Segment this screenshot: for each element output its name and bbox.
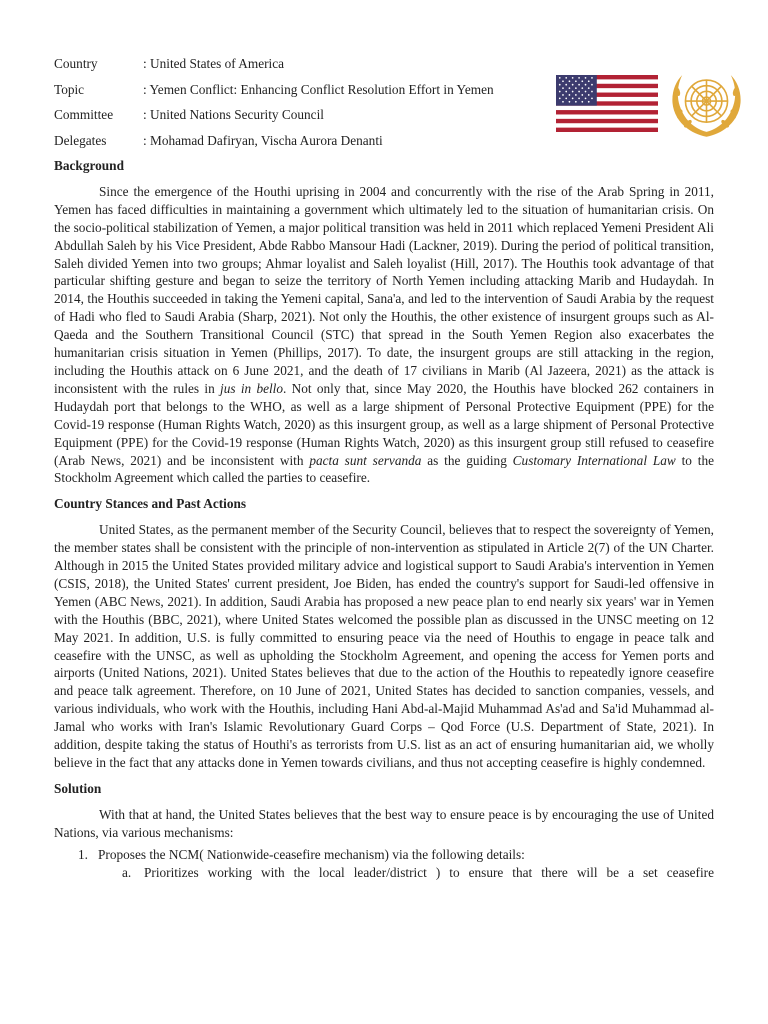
text-run: Since the emergence of the Houthi uprising in 2004 and concurrently with the rise of the Arab Spring in 2011, Yemen has faced difficulties in maintaining a government which ultimately led to the situation of humanitarian crisis. On the socio-political stabilization of Yemen, a major political transition was held in 2011 which replaced Yemeni President Ali Abdullah Saleh by his Vice President, Abde Rabbo Mansour Hadi (Lackner, 2019). During the period of political transition, Saleh divided Yemen into two groups; Ahmar loyalist and Saleh loyalist (Hill, 2017). The Houthis took advantage of that particular shifting gesture and began to seize the territory of North Yemen including attacking Marib and Hudaydah. In 2014, the Houthis succeeded in taking the Yemeni capital, Sana'a, and led to the intervention of Saudi Arabia by the request of Hadi who fled to Saudi Arabia (Sharp, 2021). Not only the Houthis, the other existence of insurgent groups such as Al-Qaeda and the Southern Transitional Council (STC) that spread in the South Yemen Region also exacerbates the humanitarian crisis situation in Yemen (Phillips, 2017). To date, the insurgent groups are still attacking in the region, including the Houthis attack on 6 June 2021, and the death of 17 civilians in Marib (Al Jazeera, 2021) as the attack is inconsistent with the rules in: [54, 183, 714, 396]
stances-heading: Country Stances and Past Actions: [54, 496, 247, 512]
sublist-letter: a.: [122, 864, 132, 880]
us-flag-icon: [556, 75, 658, 132]
meta-row-delegates: [54, 132, 554, 158]
meta-value: : Yemen Conflict: Enhancing Conflict Resolution Effort in Yemen: [143, 81, 494, 97]
stances-paragraph: United States, as the permanent member of the Security Council, believes that to respect the sovereignty of Yemen, the member states shall be consistent with the principle of non-intervention as stipulated in Article 2(7) of the UN Charter. Although in 2015 the United States provided military advice and logistical support to Saudi Arabia's intervention in Yemen (CSIS, 2018), the United States' current president, Joe Biden, has ended the country's support for Saudi-led offensive in Yemen (ABC News, 2021). In addition, Saudi Arabia has proposed a new peace plan to end nearly six years' war in Yemen with the Houthis (BBC, 2021), where United States welcomed the possible plan as discussed in the UNSC meeting on 12 May 2021. In addition, U.S. is fully committed to ensuring peace via the need of Houthis to engage in peace talk and ceasefire with the UNSC, as well as upholding the Stockholm Agreement, and opening the access for Yemen ports and airports (United Nations, 2021). United States believes that due to the action of the Houthis to repeatedly ignore ceasefire and peace talk agreement. Therefore, on 10 June of 2021, United States has decided to sanction companies, vessels, and various individuals, who work with the Houthis, including Hani Abd-al-Majid Muhammad As'ad and Sa'id Muhammad al-Jamal who works with Iran's Islamic Revolutionary Guard Corps – Qod Force (U.S. Department of State, 2021). In addition, despite taking the status of Houthi's as terrorists from U.S. list as an act of ensuring humanitarian aid, we wholly believe in the fact that any attacks done in Yemen towards civilians, and thus not accepting ceasefire is highly condemned.: [54, 522, 714, 770]
meta-label: Country: [54, 56, 98, 71]
meta-row-topic: [54, 81, 554, 107]
background-paragraph: [54, 183, 714, 487]
solution-list: [54, 846, 714, 864]
list-item: [54, 846, 714, 864]
sublist-item-text: Prioritizes working with the local leader/district ) to ensure that there will be a set ceasefire: [144, 864, 714, 880]
meta-label: Committee: [54, 107, 114, 122]
solution-sublist: [54, 864, 714, 882]
italic-term: jus in bello: [220, 380, 284, 396]
un-emblem-icon: [666, 67, 747, 140]
meta-row-country: [54, 55, 554, 81]
list-item-text: Proposes the NCM( Nationwide-ceasefire mechanism) via the following details:: [98, 846, 525, 862]
document-body: [54, 157, 714, 881]
metadata-block: [54, 55, 554, 157]
meta-label: Delegates: [54, 132, 107, 148]
meta-value: : Mohamad Dafiryan, Vischa Aurora Denanti: [143, 132, 383, 148]
meta-value: : United Nations Security Council: [143, 107, 324, 122]
background-heading: Background: [54, 158, 124, 173]
solution-heading: Solution: [54, 780, 102, 796]
meta-row-committee: [54, 106, 554, 132]
text-run: to the Stockholm Agreement which called the parties to ceasefire.: [54, 452, 714, 486]
meta-label: Topic: [54, 81, 85, 97]
text-run: as the guiding: [421, 452, 513, 468]
list-number: 1.: [78, 846, 88, 862]
solution-paragraph: With that at hand, the United States believes that the best way to ensure peace is by encouraging the use of United Nations, via various mechanisms:: [54, 806, 714, 840]
italic-term: Customary International Law: [512, 452, 676, 468]
meta-value: : United States of America: [143, 56, 285, 71]
italic-term: pacta sunt servanda: [309, 452, 422, 468]
text-run: . Not only that, since May 2020, the Houthis have blocked 262 containers in Hudaydah port that belongs to the WHO, as well as a large shipment of Personal Protective Equipment (PPE) for the Covid-19 response (Human Rights Watch, 2020) as this insurgent group, as well as a large shipment of Personal Protective Equipment (PPE) for the Covid-19 response (Human Rights Watch, 2020) as this insurgent group still refused to ceasefire (Arab News, 2021) and be inconsistent with: [54, 380, 714, 468]
sublist-item: [54, 864, 714, 882]
